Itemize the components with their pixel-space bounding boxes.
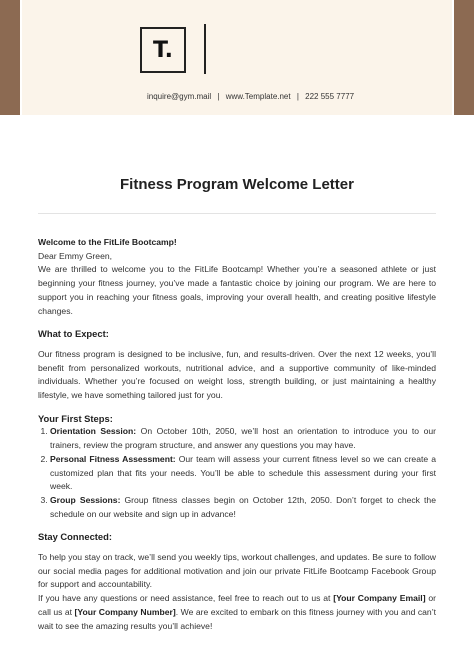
step-text: Our team will assess your current fitness level so we can create a customized plan that fits your needs. You’ll be able to schedule this assessment during your first week. [50, 453, 436, 492]
list-item [50, 425, 436, 452]
company-number-placeholder: [Your Company Number] [74, 606, 176, 617]
connected-heading: Stay Connected: [38, 531, 112, 543]
expect-heading: What to Expect: [38, 328, 109, 340]
left-accent-bar [0, 0, 20, 115]
steps-heading: Your First Steps: [38, 412, 113, 424]
contact-phone: 222 555 7777 [305, 92, 355, 101]
step-label: Personal Fitness Assessment: [50, 453, 176, 464]
logo-letter: T. [152, 37, 174, 63]
page-title: Fitness Program Welcome Letter [120, 176, 354, 193]
step-text: On October 10th, 2050, we’ll host an orientation to introduce you to our trainers, review the program structure, and answer any questions you may have. [50, 426, 436, 451]
contact-text: . We are excited to embark on this fitness journey with you and can’t wait to see the amazing results you’ll achieve! [38, 606, 436, 631]
letter-body [38, 236, 436, 633]
expect-paragraph: Our fitness program is designed to be inclusive, fun, and results-driven. Over the next 12 weeks, you’ll benefit from personalized workouts, nutritional advice, and a supportive community of like-minded individuals. Whether you’re focused on weight loss, strength building, or just maintaining a healthy lifestyle, we have something tailored just for you. [38, 348, 436, 401]
contact-website[interactable]: www.Template.net [225, 92, 291, 101]
right-accent-bar [454, 0, 474, 115]
contact-separator: | [296, 92, 299, 101]
step-label: Orientation Session: [50, 426, 137, 437]
intro-paragraph: We are thrilled to welcome you to the FitLife Bootcamp! Whether you’re a seasoned athlete or just beginning your fitness journey, you’ve made a fantastic choice by joining our program. We are here to support you in reaching your fitness goals, improving your overall health, and creating positive lifestyle changes. [38, 264, 436, 316]
contact-paragraph [38, 592, 436, 633]
divider [38, 213, 436, 214]
contact-email[interactable]: inquire@gym.mail [147, 92, 212, 101]
list-item [50, 453, 436, 494]
company-email-placeholder: [Your Company Email] [333, 593, 426, 604]
steps-list [38, 425, 436, 521]
company-logo [140, 27, 186, 73]
step-label: Group Sessions: [50, 494, 121, 505]
greeting: Dear Emmy Green, [38, 250, 113, 261]
contact-separator: | [217, 92, 220, 101]
logo-divider [204, 24, 206, 74]
contact-text: If you have any questions or need assistance, feel free to reach out to us at [38, 593, 334, 604]
intro-heading: Welcome to the FitLife Bootcamp! [38, 237, 177, 247]
step-text: Group fitness classes begin on October 12th, 2050. Don’t forget to check the schedule on our website and sign up in advance! [50, 494, 436, 519]
list-item [50, 494, 436, 521]
connected-paragraph: To help you stay on track, we’ll send you weekly tips, workout challenges, and updates. Be sure to follow our social media pages for additional motivation and join our private FitLife Bootcamp Facebook Group for support and accountability. [38, 552, 436, 590]
contact-text: or call us at [38, 593, 437, 617]
contact-line [147, 92, 354, 101]
